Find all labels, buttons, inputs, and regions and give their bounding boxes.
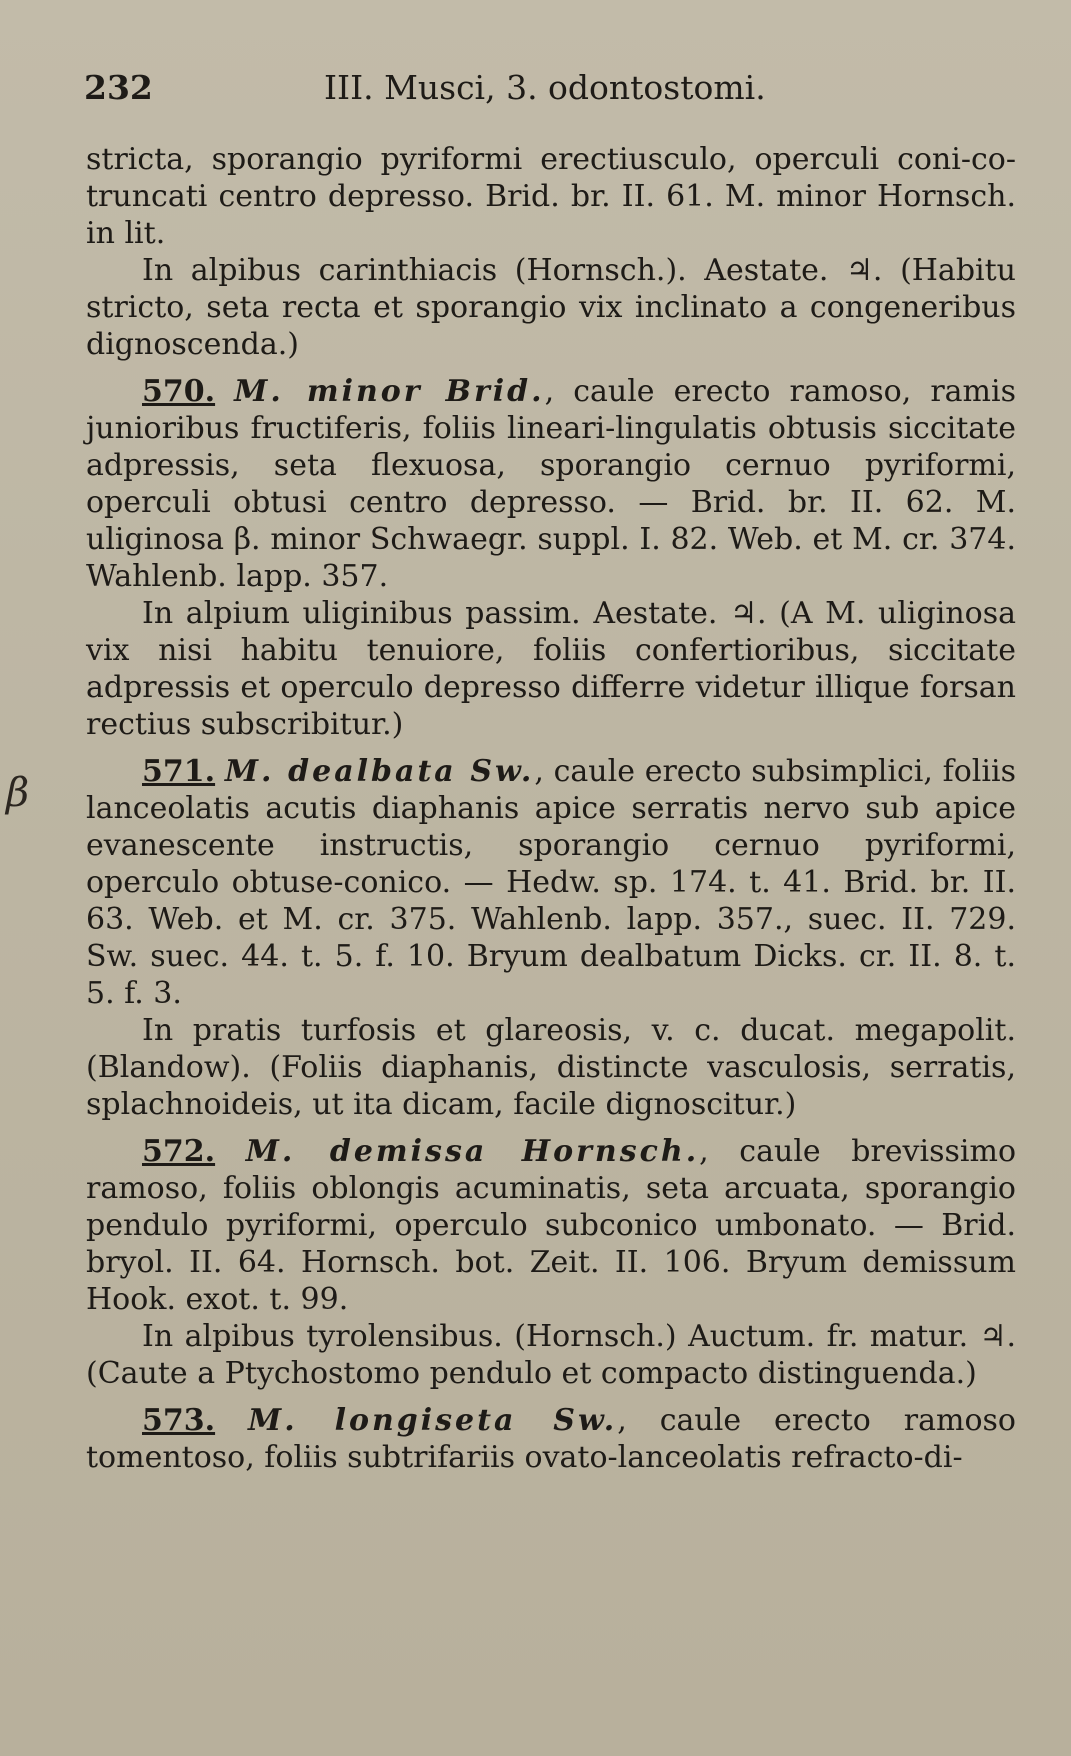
habitat-paragraph: In alpibus tyrolensibus. (Hornsch.) Auctum. fr. matur. ♃. (Caute a Ptychostomo pendulo et compacto distinguenda.) — [86, 1319, 1016, 1391]
species-description: , caule erecto ramoso, ramis junioribus fructiferis, foliis lineari-lingulatis obtusis siccitate adpressis, seta flexuosa, sporangio cernuo pyriformi, operculi obtusi centro depresso. — Brid. br. II. 62. M. uliginosa β. minor Schwaegr. suppl. I. 82. Web. et M. cr. 374. Wahlenb. lapp. 357. — [86, 374, 1016, 594]
page-number: 232 — [84, 68, 153, 107]
species-name: M. demissa Hornsch. — [245, 1134, 700, 1169]
habitat-paragraph: In pratis turfosis et glareosis, v. c. ducat. megapolit. (Blandow). (Foliis diaphanis, distincte vasculosis, serratis, splachnoideis, ut ita dicam, facile dignoscitur.) — [86, 1013, 1016, 1122]
species-entry-570 — [86, 373, 1016, 595]
running-title: III. Musci, 3. odontostomi. — [324, 68, 766, 107]
entry-number: 573. — [142, 1403, 216, 1438]
habitat-paragraph: In alpibus carinthiacis (Hornsch.). Aestate. ♃. (Habitu stricto, seta recta et sporangio vix inclinato a congeneribus dignoscenda.) — [86, 253, 1016, 362]
species-entry-571 — [86, 753, 1016, 1012]
species-description: , caule brevissimo ramoso, foliis oblongis acuminatis, seta arcuata, sporangio pendulo pyriformi, operculo subconico umbonato. — Brid. bryol. II. 64. Hornsch. bot. Zeit. II. 106. Bryum demissum Hook. exot. t. 99. — [86, 1134, 1016, 1317]
species-name: M. dealbata Sw. — [224, 754, 535, 789]
margin-annotation: β — [6, 770, 30, 816]
habitat-paragraph: In alpium uliginibus passim. Aestate. ♃. (A M. uliginosa vix nisi habitu tenuiore, foliis confertioribus, siccitate adpressis et operculo depresso differre videtur illique forsan rectius subscribitur.) — [86, 596, 1016, 742]
species-entry-573 — [86, 1402, 1016, 1476]
entry-number: 570. — [142, 374, 216, 409]
entry-number: 572. — [142, 1134, 216, 1169]
page-header — [84, 66, 784, 110]
species-description: , caule erecto ramoso tomentoso, foliis subtrifariis ovato-lanceolatis refracto-di- — [86, 1403, 1016, 1475]
species-name: M. minor Brid. — [234, 374, 545, 409]
species-name: M. longiseta Sw. — [248, 1403, 618, 1438]
entry-number: 571. — [142, 754, 216, 789]
species-entry-572 — [86, 1133, 1016, 1318]
body-text — [86, 141, 1016, 1476]
species-description: , caule erecto subsimplici, foliis lanceolatis acutis diaphanis apice serratis nervo sub apice evanescente instructis, sporangio cernuo pyriformi, operculo obtuse-conico. — Hedw. sp. 174. t. 41. Brid. br. II. 63. Web. et M. cr. 375. Wahlenb. lapp. 357., suec. II. 729. Sw. suec. 44. t. 5. f. 10. Bryum dealbatum Dicks. cr. II. 8. t. 5. f. 3. — [86, 754, 1016, 1011]
paragraph-continuation: stricta, sporangio pyriformi erectiusculo, operculi coni-co-truncati centro depresso. Brid. br. II. 61. M. minor Hornsch. in lit. — [86, 142, 1016, 251]
